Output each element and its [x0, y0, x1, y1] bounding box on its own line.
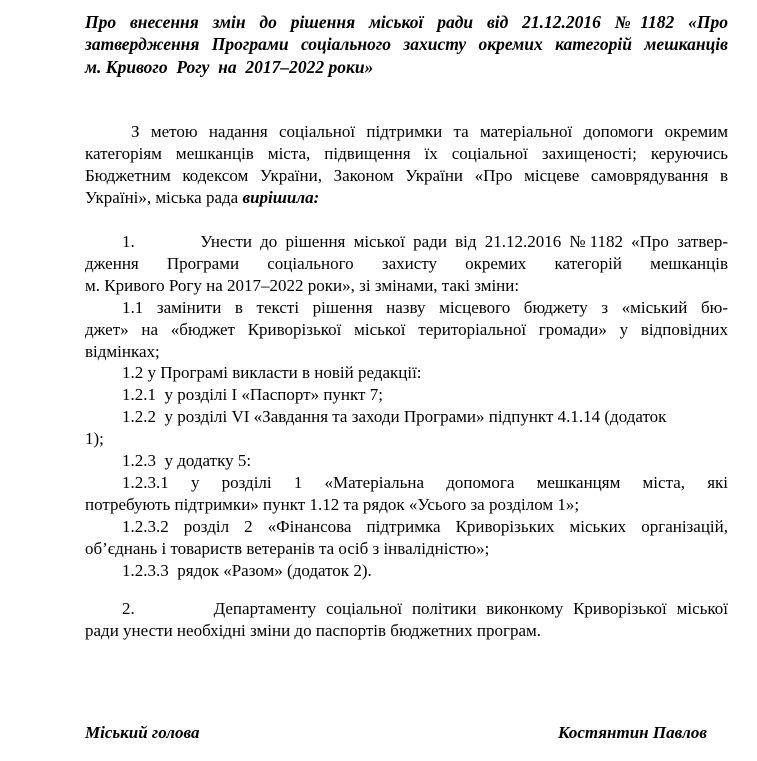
item1-2-2-line-2: 1); [85, 429, 104, 448]
item1-2-3-3: 1.2.3.3 рядок «Разом» (додаток 2). [122, 561, 372, 580]
item1-2: 1.2 у Програмі викласти в новій редакції: [122, 363, 422, 382]
item1-line-1: 1. Унести до рішення міської ради від 21.12.2016 №1182 «Про затвер- [122, 232, 728, 251]
preamble-line-3: Бюджетним кодексом України, Законом України «Про місцеве самоврядування в [85, 166, 728, 185]
item1-2-3: 1.2.3 у додатку 5: [122, 451, 252, 470]
item1-2-3-2-line-2: об’єднань і товариств ветеранів та осіб з інвалідністю»; [85, 539, 490, 558]
item1-2-3-1-line-2: потребують підтримки» пункт 1.12 та рядок «Усього за розділом 1»; [85, 495, 580, 514]
title-line-1: Про внесення змін до рішення міської ради від 21.12.2016 №1182 «Про [85, 12, 728, 32]
signature-name: Костянтин Павлов [557, 723, 707, 742]
item1-2-1: 1.2.1 у розділі І «Паспорт» пункт 7; [122, 385, 383, 404]
title-line-2: затвердження Програми соціального захисту окремих категорій мешканців [85, 34, 728, 54]
preamble-text: Україні», міська рада [85, 188, 243, 207]
resolved-emphasis: вирішила: [242, 188, 320, 207]
item1-1-line-3: відмінках; [85, 342, 160, 361]
preamble-line-2: категоріям мешканців міста, підвищення їх соціальної захищеності; керуючись [85, 144, 728, 163]
item1-1-line-2: джет» на «бюджет Криворізької міської територіальної громади» у відповідних [85, 320, 728, 339]
item2-line-2: ради унести необхідні зміни до паспортів бюджетних програм. [85, 621, 542, 640]
signature-position: Міський голова [85, 723, 200, 742]
item1-2-3-1-line-1: 1.2.3.1 у розділі 1 «Матеріальна допомога мешканцям міста, які [122, 473, 728, 492]
preamble-line-1: З метою надання соціальної підтримки та матеріальної допомоги окремим [131, 122, 728, 141]
item1-1-line-1: 1.1 замінити в тексті рішення назву місцевого бюджету з «міський бю- [122, 298, 728, 317]
item1-line-3: м. Кривого Рогу на 2017–2022 роки», зі змінами, такі зміни: [85, 276, 520, 295]
item1-2-3-2-line-1: 1.2.3.2 розділ 2 «Фінансова підтримка Криворізьких міських організацій, [122, 517, 728, 536]
item1-line-2: дження Програми соціального захисту окремих категорій мешканців [85, 254, 728, 273]
item1-2-2-line-1: 1.2.2 у розділі VІ «Завдання та заходи Програми» підпункт 4.1.14 (додаток [122, 407, 667, 426]
item2-line-1: 2. Департаменту соціальної політики виконкому Криворізької міської [122, 599, 728, 618]
preamble-line-4 [85, 187, 728, 209]
title-line-3: м. Кривого Рогу на 2017–2022 роки» [85, 57, 374, 77]
